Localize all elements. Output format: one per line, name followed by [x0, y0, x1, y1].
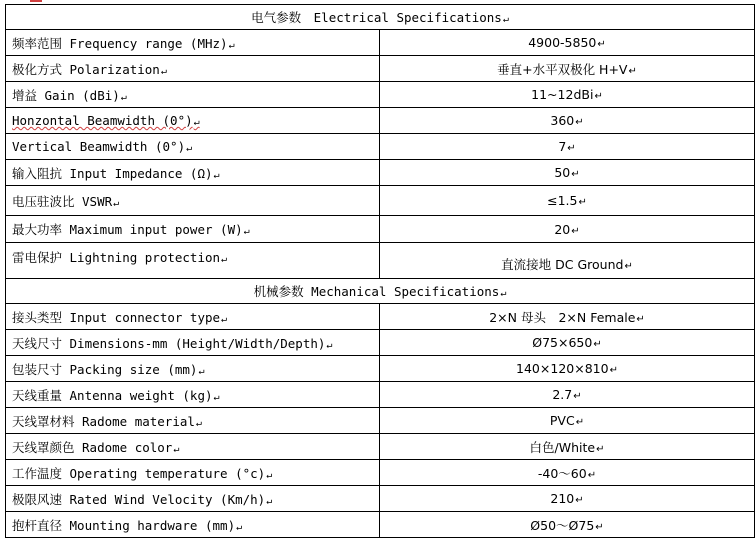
row-label: 天线罩颜色 Radome color↵ [6, 434, 380, 460]
row-value: 直流接地 DC Ground↵ [380, 243, 755, 279]
table-row [6, 434, 755, 460]
spec-sheet [5, 4, 754, 538]
table-row [6, 304, 755, 330]
table-row [6, 134, 755, 160]
table-row [6, 30, 755, 56]
row-value: 11~12dBi↵ [380, 82, 755, 108]
row-label: 包装尺寸 Packing size (mm)↵ [6, 356, 380, 382]
row-value: -40～60↵ [380, 460, 755, 486]
row-value: 140×120×810↵ [380, 356, 755, 382]
row-value: 白色/White↵ [380, 434, 755, 460]
row-label: 天线重量 Antenna weight (kg)↵ [6, 382, 380, 408]
table-row [6, 108, 755, 134]
row-label: 输入阻抗 Input Impedance (Ω)↵ [6, 160, 380, 186]
table-row [6, 330, 755, 356]
row-label: 最大功率 Maximum input power (W)↵ [6, 216, 380, 243]
section-header-row [6, 279, 755, 304]
table-row [6, 512, 755, 538]
row-label: 频率范围 Frequency range (MHz)↵ [6, 30, 380, 56]
section-title-mechanical: 机械参数 Mechanical Specifications↵ [6, 279, 755, 304]
row-value: ≤1.5↵ [380, 186, 755, 216]
row-value: 2.7↵ [380, 382, 755, 408]
row-label: Honzontal Beamwidth (0°)↵ [6, 108, 380, 134]
row-value: 360↵ [380, 108, 755, 134]
row-label: 抱杆直径 Mounting hardware (mm)↵ [6, 512, 380, 538]
table-row [6, 216, 755, 243]
row-value: 4900-5850↵ [380, 30, 755, 56]
table-row [6, 82, 755, 108]
table-row [6, 408, 755, 434]
table-row [6, 486, 755, 512]
section-header-row [6, 5, 755, 30]
spellcheck-mark [30, 0, 42, 2]
row-value: 7↵ [380, 134, 755, 160]
spec-table [5, 4, 755, 538]
row-label: 极限风速 Rated Wind Velocity (Km/h)↵ [6, 486, 380, 512]
row-value: 2×N 母头 2×N Female↵ [380, 304, 755, 330]
table-row [6, 356, 755, 382]
table-row [6, 160, 755, 186]
table-row [6, 243, 755, 279]
row-label: 天线尺寸 Dimensions-mm (Height/Width/Depth)↵ [6, 330, 380, 356]
row-label: 天线罩材料 Radome material↵ [6, 408, 380, 434]
row-value: 垂直+水平双极化 H+V↵ [380, 56, 755, 82]
row-label: 电压驻波比 VSWR↵ [6, 186, 380, 216]
row-label: Vertical Beamwidth (0°)↵ [6, 134, 380, 160]
row-label: 极化方式 Polarization↵ [6, 56, 380, 82]
row-label: 接头类型 Input connector type↵ [6, 304, 380, 330]
row-label: 雷电保护 Lightning protection↵ [6, 243, 380, 279]
row-label: 增益 Gain (dBi)↵ [6, 82, 380, 108]
section-title-electrical: 电气参数 Electrical Specifications↵ [6, 5, 755, 30]
row-value: 20↵ [380, 216, 755, 243]
table-row [6, 460, 755, 486]
table-row [6, 56, 755, 82]
row-label: 工作温度 Operating temperature (°c)↵ [6, 460, 380, 486]
row-value: Ø50～Ø75↵ [380, 512, 755, 538]
table-row [6, 382, 755, 408]
row-value: Ø75×650↵ [380, 330, 755, 356]
row-value: PVC↵ [380, 408, 755, 434]
row-value: 210↵ [380, 486, 755, 512]
row-value: 50↵ [380, 160, 755, 186]
table-row [6, 186, 755, 216]
